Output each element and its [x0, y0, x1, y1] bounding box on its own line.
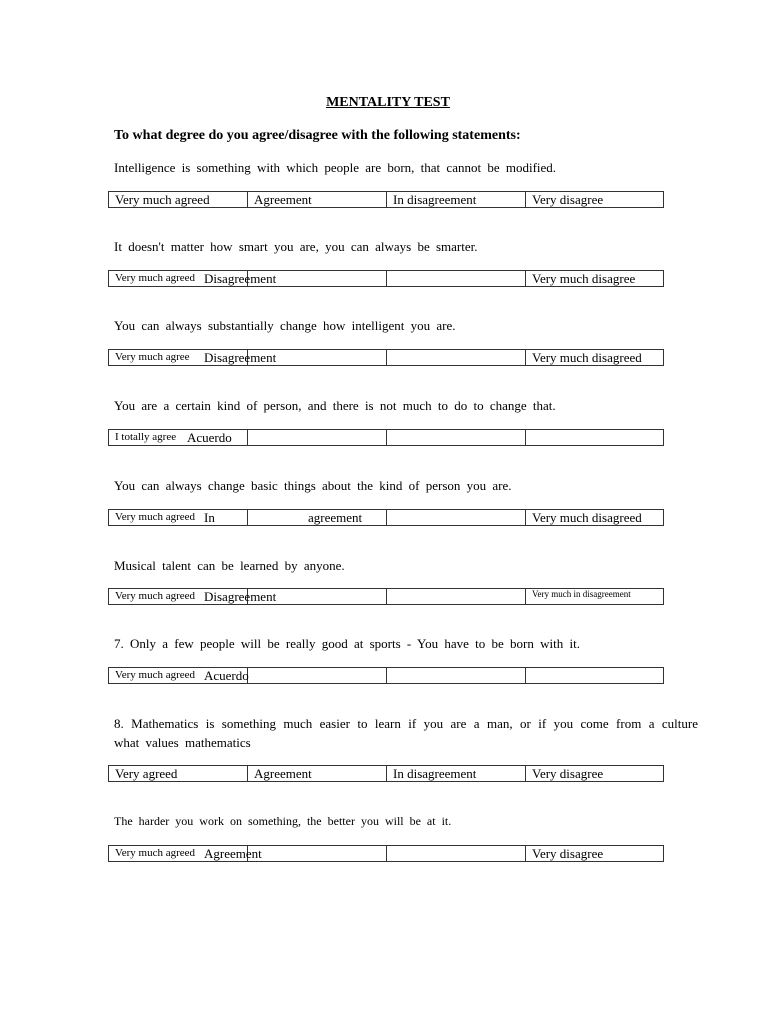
rating-scale-1	[108, 191, 664, 208]
option-label: Agreement	[254, 192, 312, 207]
option-label: Very agreed	[115, 766, 178, 781]
option-label: In disagreement	[393, 192, 477, 207]
statement-4: You are a certain kind of person, and there is not much to do to change that.	[114, 398, 556, 413]
statement-2: It doesn't matter how smart you are, you can always be smarter.	[114, 239, 478, 254]
rating-option[interactable]	[386, 846, 525, 861]
option-label: Very much in disagreement	[532, 589, 631, 599]
rating-option[interactable]	[386, 430, 525, 445]
statement-6: Musical talent can be learned by anyone.	[114, 558, 345, 573]
option-label: Very much agreed	[115, 272, 196, 284]
rating-option[interactable]	[247, 430, 386, 445]
option-label: Very much agreed	[115, 847, 196, 859]
option-label: Disagreement	[204, 589, 277, 604]
option-label: Acuerdo	[204, 668, 249, 683]
option-label: Disagreement	[204, 271, 277, 286]
document-title	[0, 94, 768, 112]
statement-9: The harder you work on something, the better you will be at it.	[114, 814, 452, 828]
rating-option[interactable]	[386, 510, 525, 525]
option-label: Very much agreed	[115, 669, 196, 681]
rating-scale-6	[108, 588, 664, 605]
statement-3: You can always substantially change how intelligent you are.	[114, 318, 456, 333]
rating-scale-5	[108, 509, 664, 526]
rating-option[interactable]	[247, 846, 386, 861]
option-label: In	[204, 510, 215, 525]
rating-option[interactable]	[386, 589, 525, 604]
rating-scale-3	[108, 349, 664, 366]
rating-scale-4	[108, 429, 664, 446]
option-label: Very disagree	[532, 766, 604, 781]
statement-7: 7. Only a few people will be really good at sports - You have to be born with it.	[114, 636, 580, 651]
statement-5: You can always change basic things about the kind of person you are.	[114, 478, 512, 493]
option-label: Very much agreed	[115, 192, 210, 207]
instruction-text: To what degree do you agree/disagree with the following statements:	[114, 128, 521, 143]
rating-option[interactable]	[247, 668, 386, 683]
statement-8: 8. Mathematics is something much easier to learn if you are a man, or if you come from a culture what values mathematics	[114, 716, 698, 750]
option-label: Disagreement	[204, 350, 277, 365]
option-label: Very much agreed	[115, 590, 196, 602]
option-label: I totally agree	[115, 431, 177, 443]
rating-option[interactable]	[525, 668, 664, 683]
option-label: Very much agreed	[115, 511, 196, 523]
rating-option[interactable]	[386, 350, 525, 365]
rating-option[interactable]	[386, 271, 525, 286]
rating-scale-8	[108, 765, 664, 782]
statement-1: Intelligence is something with which people are born, that cannot be modified.	[114, 160, 557, 175]
rating-option[interactable]	[386, 668, 525, 683]
option-label: Very much disagreed	[532, 510, 642, 525]
option-label: Very disagree	[532, 192, 604, 207]
rating-scale-9	[108, 845, 664, 862]
rating-scale-7	[108, 667, 664, 684]
rating-option[interactable]	[525, 430, 664, 445]
option-label: In disagreement	[393, 766, 477, 781]
option-label: Acuerdo	[187, 430, 232, 445]
rating-scale-2	[108, 270, 664, 287]
option-label: agreement	[308, 510, 363, 525]
option-label: Very disagree	[532, 846, 604, 861]
option-label: Very much disagreed	[532, 350, 642, 365]
option-label: Very much agree	[115, 351, 190, 363]
option-label: Very much disagree	[532, 271, 636, 286]
option-label: Agreement	[254, 766, 312, 781]
title-text: MENTALITY TEST	[326, 95, 450, 110]
option-label: Agreement	[204, 846, 262, 861]
